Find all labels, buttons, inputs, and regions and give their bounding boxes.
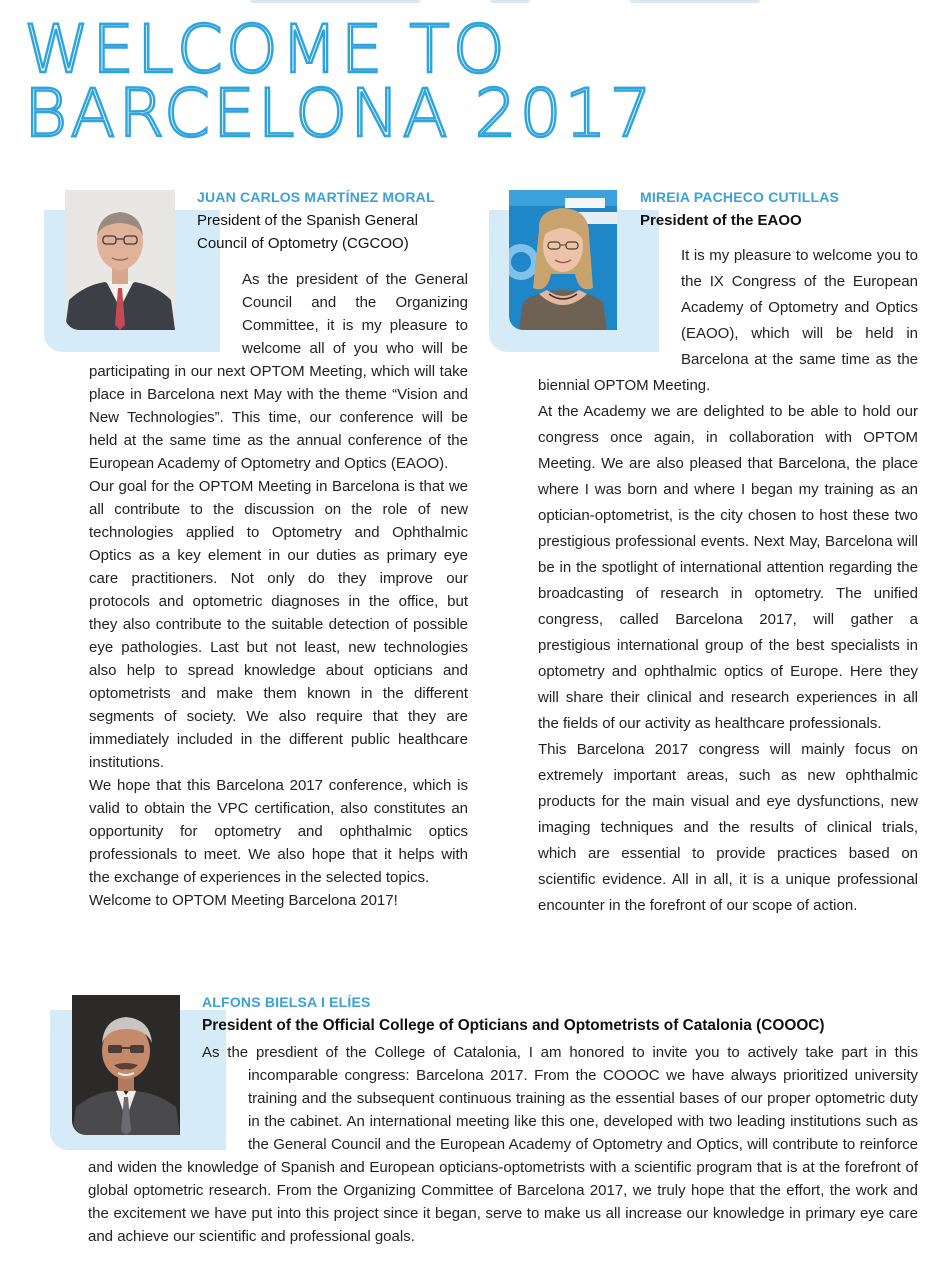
right-author-name: MIREIA PACHECO CUTILLAS xyxy=(640,189,840,205)
left-paragraph-4: Welcome to OPTOM Meeting Barcelona 2017! xyxy=(89,892,398,909)
right-body-text xyxy=(538,243,918,919)
left-body-text xyxy=(89,268,468,912)
title-line-1: WELCOME TO xyxy=(24,11,508,88)
bottom-author-name: ALFONS BIELSA I ELÍES xyxy=(202,994,371,1010)
bottom-author-role: President of the Official College of Opticians and Optometrists of Catalonia (COOOC) xyxy=(202,1017,825,1034)
right-paragraph-2: At the Academy we are delighted to be able to hold our congress once again, in collaboration with OPTOM Meeting. We are also pleased that Barcelona, the place where I was born and where I began my training as an optician-optometrist, is the city chosen to host these two prestigious professional events. Next May, Barcelona will be in the spotlight of international attention regarding the broadcasting of research in optometry. The unified congress, called Barcelona 2017, will gather a prestigious international group of the best specialists in optometry and ophthalmic optics of Europe. Here they will share their clinical and research experiences in all the fields of our activity as healthcare professionals. xyxy=(538,403,918,732)
left-paragraph-1: As the president of the General Council and the Organizing Committee, it is my pleasure to welcome all of you who will be participating in our next OPTOM Meeting, which will take place in Barcelona next May with the theme “Vision and New Technologies”. This time, our conference will be held at the same time as the annual conference of the European Academy of Optometry and Optics (EAOO). xyxy=(89,271,468,472)
left-author-name: JUAN CARLOS MARTÍNEZ MORAL xyxy=(197,189,435,205)
right-paragraph-1: It is my pleasure to welcome you to the IX Congress of the European Academy of Optometry and Optics (EAOO), which will be held in Barcelona at the same time as the biennial OPTOM Meeting. xyxy=(538,247,918,394)
page-title xyxy=(24,11,655,152)
right-author-role: President of the EAOO xyxy=(640,212,802,229)
left-author-role: President of the Spanish General Council of Optometry (CGCOO) xyxy=(197,212,418,252)
bottom-paragraph-1: As the presdient of the College of Catalonia, I am honored to invite you to actively take part in this incomparable congress: Barcelona 2017. From the COOOC we have always prioritized university training and the subsequent continuous training as the essential bases of our proper optometric duty in the cabinet. An international meeting like this one, developed with two leading institutions such as the General Council and the European Academy of Optometry and Optics, will contribute to reinforce and widen the knowledge of Spanish and European opticians-optometrists with a scientific program that is at the forefront of global optometric research. From the Organizing Committee of Barcelona 2017, we truly hope that the effort, the work and the excitement we have put into this project since it began, serve to make us all increase our knowledge in primary eye care and achieve our scientific and professional goals. xyxy=(88,1044,918,1245)
title-line-2: BARCELONA 2017 xyxy=(24,75,655,152)
top-decoration xyxy=(250,0,770,6)
left-paragraph-3: We hope that this Barcelona 2017 conference, which is valid to obtain the VPC certification, also constitutes an opportunity for optometry and ophthalmic optics professionals to meet. We also hope that it helps with the exchange of experiences in the selected topics. xyxy=(89,777,468,886)
bottom-body-text xyxy=(88,1041,918,1248)
right-paragraph-3: This Barcelona 2017 congress will mainly focus on extremely important areas, such as new ophthalmic products for the main visual and eye dysfunctions, new imaging techniques and the results of clinical trials, which are essential to provide practices based on scientific evidence. All in all, it is a unique professional encounter in the forefront of our scope of action. xyxy=(538,741,918,914)
left-paragraph-2: Our goal for the OPTOM Meeting in Barcelona is that we all contribute to the discussion on the role of new technologies applied to Optometry and Ophthalmic Optics as a key element in our duties as primary eye care practitioners. Not only do they improve our protocols and optometric diagnoses in the office, but they also contribute to the suitable detection of possible eye pathologies. Last but not least, new technologies also help to spread knowledge about opticians and optometrists and make them known in the different segments of society. We also require that they are immediately included in the different public healthcare institutions. xyxy=(89,478,468,771)
